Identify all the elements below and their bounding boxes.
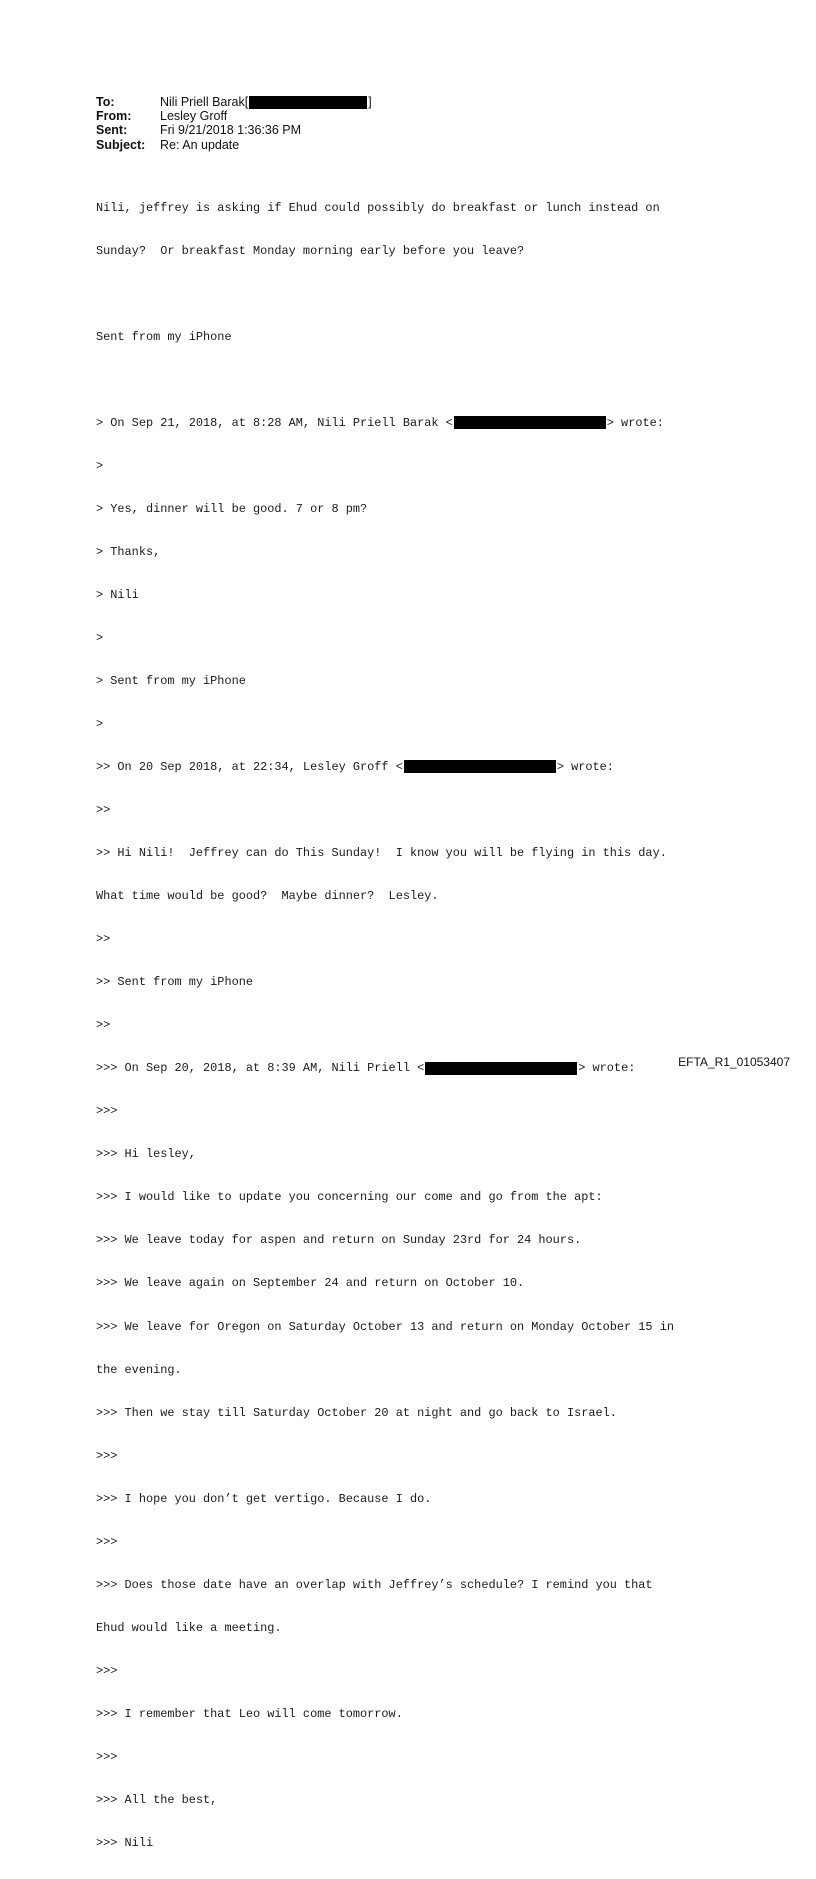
- body-line: [96, 287, 776, 301]
- body-line: Ehud would like a meeting.: [96, 1620, 282, 1635]
- subject-value: Re: An update: [160, 137, 240, 152]
- body-line: > Thanks,: [96, 544, 161, 559]
- body-line: Sent from my iPhone: [96, 329, 232, 344]
- body-line: >>>: [96, 1749, 118, 1764]
- quote-header-line: [96, 760, 776, 774]
- body-line: >: [96, 631, 104, 645]
- sent-row: [96, 123, 372, 137]
- from-label: From:: [96, 109, 132, 124]
- quote-header-line: [96, 1061, 776, 1075]
- body-line: >>>: [96, 1663, 118, 1678]
- quote-header-end: > wrote:: [606, 415, 664, 430]
- body-line: What time would be good? Maybe dinner? Lesley.: [96, 889, 439, 904]
- body-line: >>>: [96, 1448, 118, 1463]
- body-line: >>> We leave again on September 24 and return on October 10.: [96, 1276, 525, 1291]
- body-line: the evening.: [96, 1362, 182, 1377]
- quote-header-end: > wrote:: [556, 760, 614, 775]
- body-line: >: [96, 458, 104, 473]
- body-line: > Sent from my iPhone: [96, 674, 246, 689]
- body-line: > Yes, dinner will be good. 7 or 8 pm?: [96, 501, 368, 516]
- redaction-box: [404, 760, 556, 773]
- sent-value: Fri 9/21/2018 1:36:36 PM: [160, 123, 302, 138]
- body-line: >>>: [96, 1104, 118, 1119]
- body-line: >>> I hope you don’t get vertigo. Because I do.: [96, 1491, 432, 1506]
- body-line: >>: [96, 1018, 111, 1033]
- quote-header-line: [96, 416, 776, 430]
- body-line: Nili, jeffrey is asking if Ehud could possibly do breakfast or lunch instead on: [96, 200, 660, 215]
- email-headers: [96, 95, 372, 152]
- body-line: >>> We leave for Oregon on Saturday October 13 and return on Monday October 15 in: [96, 1319, 674, 1334]
- body-line: > Nili: [96, 587, 139, 602]
- to-bracket: ]: [368, 95, 372, 109]
- email-body: [96, 172, 776, 1879]
- quote-header-text: >>> On Sep 20, 2018, at 8:39 AM, Nili Priell <: [96, 1061, 425, 1076]
- document-id: EFTA_R1_01053407: [678, 1055, 790, 1069]
- to-row: [96, 95, 372, 109]
- body-line: >>: [96, 932, 111, 947]
- subject-label: Subject:: [96, 137, 146, 152]
- body-line: >: [96, 717, 104, 732]
- body-line: Sunday? Or breakfast Monday morning early before you leave?: [96, 243, 525, 258]
- sent-label: Sent:: [96, 123, 128, 138]
- body-line: >>> All the best,: [96, 1792, 218, 1807]
- body-line: >> Hi Nili! Jeffrey can do This Sunday! I know you will be flying in this day.: [96, 846, 667, 861]
- quote-header-text: > On Sep 21, 2018, at 8:28 AM, Nili Priell Barak <: [96, 415, 453, 430]
- body-line: >>>: [96, 1534, 118, 1549]
- from-value: Lesley Groff: [160, 109, 228, 124]
- body-line: [96, 373, 776, 387]
- redaction-box: [454, 416, 606, 429]
- body-line: >>> Hi lesley,: [96, 1147, 196, 1162]
- body-line: >>> Nili: [96, 1835, 154, 1850]
- body-line: >>: [96, 803, 111, 818]
- body-line: >>> We leave today for aspen and return on Sunday 23rd for 24 hours.: [96, 1233, 582, 1248]
- to-value: [160, 95, 372, 109]
- body-line: >>> Then we stay till Saturday October 20 at night and go back to Israel.: [96, 1405, 617, 1420]
- redaction-box: [249, 96, 367, 109]
- from-row: [96, 109, 372, 123]
- quote-header-end: > wrote:: [578, 1061, 636, 1076]
- body-line: >>> Does those date have an overlap with Jeffrey’s schedule? I remind you that: [96, 1577, 653, 1592]
- subject-row: [96, 138, 372, 152]
- to-label: To:: [96, 95, 115, 109]
- body-line: >>> I remember that Leo will come tomorrow.: [96, 1706, 403, 1721]
- body-line: >> Sent from my iPhone: [96, 975, 253, 990]
- to-name: Nili Priell Barak[: [160, 95, 249, 109]
- quote-header-text: >> On 20 Sep 2018, at 22:34, Lesley Groff <: [96, 760, 403, 775]
- body-line: >>> I would like to update you concerning our come and go from the apt:: [96, 1190, 603, 1205]
